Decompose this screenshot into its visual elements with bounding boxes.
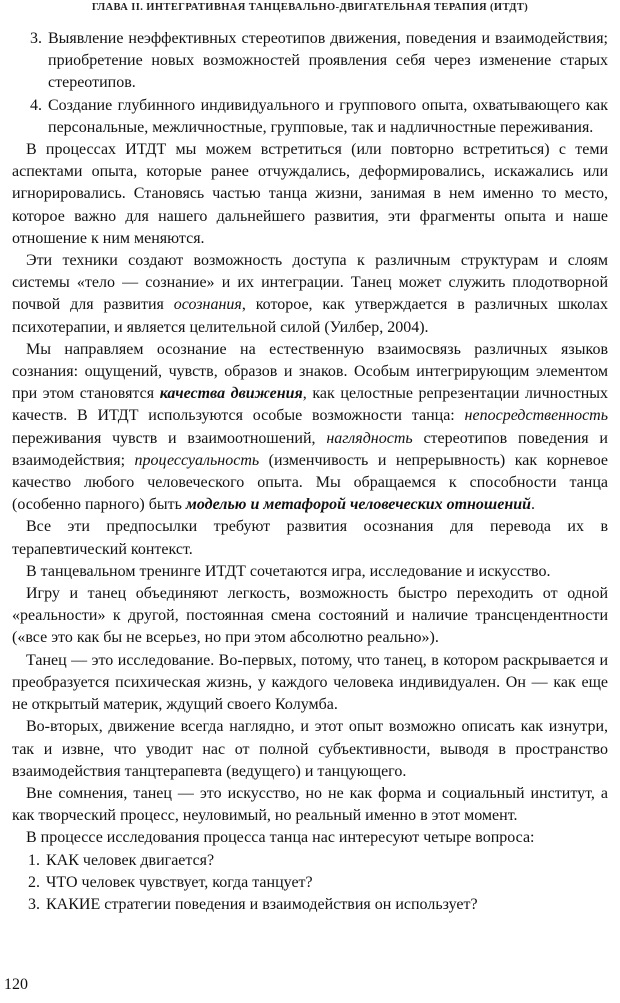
- text-run: , которое, как утверждается в различных школах психотерапии, и является целительной силой (Уилбер, 2004).: [12, 296, 609, 336]
- emphasis: непосредственность: [464, 407, 608, 425]
- numbered-list-bottom: [12, 850, 608, 917]
- list-item: [12, 28, 608, 95]
- paragraph-5: В танцевальном тренинге ИТДТ сочетаются игра, исследование и искусство.: [26, 562, 551, 580]
- text-run: Эти техники создают возможность доступа к различным структурам и слоям системы «тело — сознание» и их интеграции. Танец может служить плодотворной почвой для развития: [12, 252, 608, 314]
- paragraph-2: [12, 250, 608, 339]
- text-run: Мы направляем осознание на естественную взаимосвязь различных языков сознания: ощущений, чувств, образов и знаков. Особым интегрирующим элементом при этом становятся: [12, 340, 608, 403]
- list-item: [12, 894, 608, 916]
- numbered-list-top: [12, 28, 608, 139]
- emphasis: качества движения: [159, 385, 303, 403]
- text-run: (изменчивость и непрерывность) как корневое качество любого человеческого опыта. Мы обращаемся к способности танца (особенно парного) быть: [12, 451, 609, 514]
- list-item-text: КАКИЕ стратегии поведения и взаимодействия он использует?: [46, 895, 478, 913]
- body-text: [12, 28, 608, 916]
- list-item: [12, 872, 608, 894]
- list-item: [12, 850, 608, 872]
- list-item: [12, 95, 608, 139]
- text-run: стереотипов поведения и взаимодействия;: [12, 429, 608, 469]
- list-item-number: 4.: [30, 96, 42, 114]
- list-item-text: ЧТО человек чувствует, когда танцует?: [46, 873, 313, 891]
- paragraph-7: Танец — это исследование. Во-первых, потому, что танец, в котором раскрывается и преобразуется психическая жизнь, у каждого человека индивидуален. Он — как еще не открытый материк, ждущий своего Колумба.: [12, 651, 608, 714]
- list-item-number: 2.: [28, 873, 40, 891]
- list-item-text: Выявление неэффективных стереотипов движения, поведения и взаимодействия; приобретение новых возможностей проявления себя через изменение старых стереотипов.: [48, 30, 608, 92]
- list-item-text: КАК человек двигается?: [46, 851, 215, 869]
- running-head: ГЛАВА II. ИНТЕГРАТИВНАЯ ТАНЦЕВАЛЬНО-ДВИГАТЕЛЬНАЯ ТЕРАПИЯ (ИТДТ): [91, 2, 529, 13]
- paragraph-10: В процессе исследования процесса танца нас интересуют четыре вопроса:: [26, 829, 535, 847]
- list-item-text: Создание глубинного индивидуального и группового опыта, охватывающего как персональные, межличностные, групповые, так и надличностные переживания.: [48, 96, 608, 136]
- paragraph-9: Вне сомнения, танец — это искусство, но не как форма и социальный институт, а как творческий процесс, неуловимый, но реальный именно в этот момент.: [12, 784, 608, 825]
- page-number: 120: [4, 976, 28, 993]
- emphasis: наглядность: [326, 429, 413, 447]
- emphasis: процессуальность: [134, 451, 260, 469]
- paragraph-6: Игру и танец объединяют легкость, возможность быстро переходить от одной «реальности» к другой, постоянная смена состояний и наличие трансцендентности («все это как бы не всерьез, но при этом абсолютно реально»).: [12, 585, 608, 647]
- text-run: переживания чувств и взаимоотношений,: [12, 429, 327, 447]
- paragraph-8: Во-вторых, движение всегда наглядно, и этот опыт возможно описать как изнутри, так и извне, что уводит нас от полной субъективности, выводя в пространство взаимодействия танцтерапевта (ведущего) и танцующего.: [12, 718, 608, 780]
- list-item-number: 1.: [28, 851, 40, 869]
- text-run: , как целостные репрезентации личностных качеств. В ИТДТ используются особые возможности танца:: [12, 385, 609, 425]
- emphasis: моделью и метафорой человеческих отношений: [185, 496, 532, 514]
- list-item-number: 3.: [28, 895, 40, 913]
- paragraph-1: В процессах ИТДТ мы можем встретиться (или повторно встретиться) с теми аспектами опыта, которые ранее отчуждались, деформировались, искажались или игнорировались. Становясь частью танца жизни, занимая в нем именно то место, которое важно для нашего дальнейшего развития, эти фрагменты опыта и наше отношение к ним меняются.: [12, 141, 608, 247]
- paragraph-3: [12, 339, 608, 517]
- list-item-number: 3.: [30, 30, 42, 47]
- text-run: .: [531, 496, 536, 514]
- emphasis: осознания: [173, 296, 242, 314]
- paragraph-4: Все эти предпосылки требуют развития осознания для перевода их в терапевтический контекст.: [12, 518, 608, 558]
